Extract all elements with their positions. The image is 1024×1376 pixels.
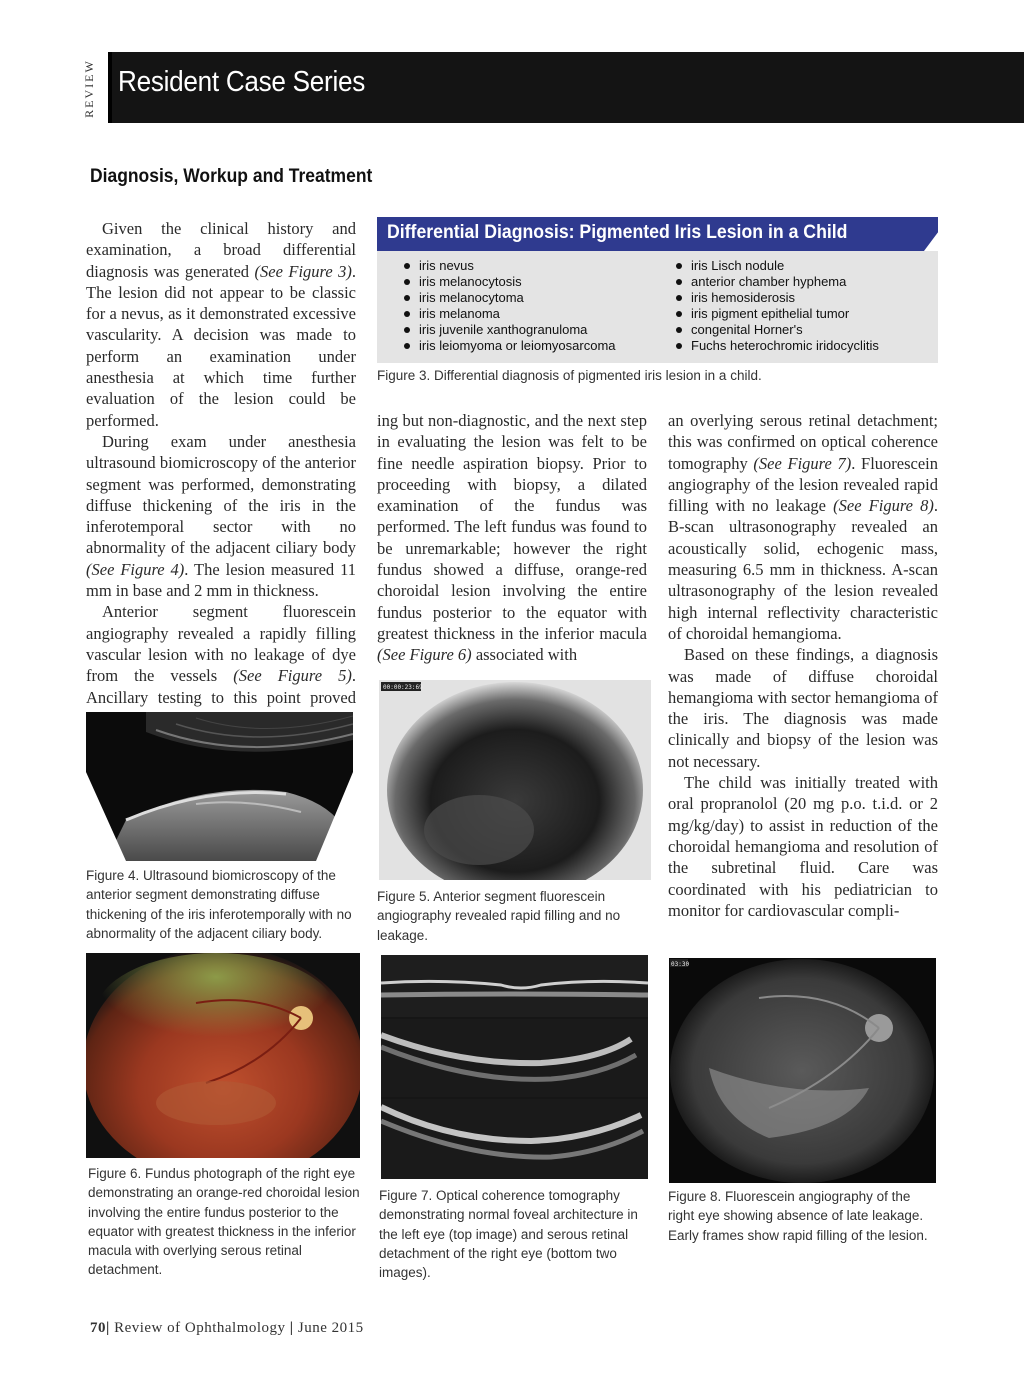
paragraph: Anterior segment fluorescein angiography revealed a rapidly filling vascular lesion with no leakage of dye from the vessels (See Figure 5). Ancillary testing to this point proved <box>86 602 356 707</box>
section-heading: Diagnosis, Workup and Treatment <box>90 166 373 187</box>
journal-name: Review of Ophthalmology <box>114 1320 286 1336</box>
figure-6-caption: Figure 6. Fundus photograph of the right eye demonstrating an orange-red choroidal lesion involving the entire fundus posterior to the equator with greatest thickness in the inferior macula with overlying serous retinal detachment. <box>88 1166 360 1278</box>
body-column-2 <box>377 410 647 666</box>
side-section-label <box>78 52 100 124</box>
paragraph: The child was initially treated with oral propranolol (20 mg p.o. t.i.d. or 2 mg/kg/day) to assist in reduction of the choroidal hemangioma and resolution of the subretinal fluid. Care was coordinated with his pediatrician to monitor for cardiovascular compli- <box>668 773 938 920</box>
side-section-label-text: REVIEW <box>81 58 96 118</box>
figure-8-angiography-image <box>669 958 936 1183</box>
ddx-list-right <box>675 258 879 354</box>
figure-reference: (See Figure 3) <box>254 261 352 281</box>
list-item: iris melanoma <box>403 306 616 322</box>
figure-7-caption: Figure 7. Optical coherence tomography demonstrating normal foveal architecture in the left eye (top image) and serous retinal detachment of the right eye (bottom two images). <box>379 1188 638 1281</box>
paragraph: an overlying serous retinal detachment; this was confirmed on optical coherence tomography (See Figure 7). Fluorescein angiography of the lesion revealed rapid filling with no leakage (See Figure 8). B-scan ultrasonography revealed an acoustically solid, echogenic mass, measuring 6.5 mm in thickness. A-scan ultrasonography of the lesion revealed high internal reflectivity characteristic of choroidal hemangioma. <box>668 411 939 643</box>
list-item: Fuchs heterochromic iridocyclitis <box>675 338 879 354</box>
figure-reference: (See Figure 4) <box>86 559 185 579</box>
paragraph: Given the clinical history and examination, a broad differential diagnosis was generated (See Figure 3). The lesion did not appear to be classic for a nevus, as it demonstrated excessive vascularity. A decision was made to perform an examination under anesthesia at which time further evaluation of the lesion could be performed. <box>86 219 356 430</box>
figure-reference: (See Figure 8) <box>833 496 934 516</box>
figure-3-caption: Figure 3. Differential diagnosis of pigmented iris lesion in a child. <box>377 368 762 383</box>
body-column-3 <box>668 410 938 921</box>
figure-8-timestamp: 03:30 <box>671 961 690 968</box>
figure-7-oct-image <box>381 955 648 1179</box>
figure-4-caption: Figure 4. Ultrasound biomicroscopy of the anterior segment demonstrating diffuse thickening of the iris inferotemporally with no abnormality of the adjacent ciliary body. <box>86 868 352 941</box>
list-item: iris Lisch nodule <box>675 258 879 274</box>
list-item: iris melanocytoma <box>403 290 616 306</box>
paragraph: ing but non-diagnostic, and the next step in evaluating the lesion was felt to be fine needle aspiration biopsy. Prior to proceeding with biopsy, a dilated examination of the fundus was performed. The left fundus was found to be unremarkable; however the right fundus showed a diffuse, orange-red choroidal lesion involving the entire fundus posterior to the equator with greatest thickness in the inferior macula (See Figure 6) associated with <box>377 411 647 665</box>
figure-8-caption: Figure 8. Fluorescein angiography of the right eye showing absence of late leakage. Early frames show rapid filling of the lesion. <box>668 1189 928 1243</box>
ddx-list-left <box>403 258 616 354</box>
figure-6-fundus-photo <box>86 953 360 1158</box>
figure-4-ultrasound-image <box>86 712 353 861</box>
page-number: 70 <box>90 1320 106 1336</box>
ddx-box-title: Differential Diagnosis: Pigmented Iris Lesion in a Child <box>387 222 848 243</box>
list-item: iris hemosiderosis <box>675 290 879 306</box>
list-item: iris nevus <box>403 258 616 274</box>
body-column-1 <box>86 218 356 729</box>
figure-reference: (See Figure 6) <box>377 645 472 665</box>
list-item: iris leiomyoma or leiomyosarcoma <box>403 338 616 354</box>
figure-reference: (See Figure 7) <box>753 453 852 473</box>
figure-5-caption: Figure 5. Anterior segment fluorescein angiography revealed rapid filling and no leakage. <box>377 889 621 943</box>
list-item: iris melanocytosis <box>403 274 616 290</box>
paragraph: Based on these findings, a diagnosis was made of diffuse choroidal hemangioma with sector hemangioma of the iris. The diagnosis was made clinically and biopsy of the lesion was not necessary. <box>668 645 938 771</box>
list-item: iris juvenile xanthogranuloma <box>403 322 616 338</box>
figure-reference: (See Figure 5) <box>233 666 352 686</box>
page-footer: 70| Review of Ophthalmology | June 2015 <box>90 1320 364 1336</box>
issue-date: June 2015 <box>297 1320 364 1336</box>
figure-5-angiography-image <box>379 680 651 880</box>
paragraph: During exam under anesthesia ultrasound biomicroscopy of the anterior segment was performed, demonstrating diffuse thickening of the iris in the inferotemporal sector with no abnormality of the adjacent ciliary body (See Figure 4). The lesion measured 11 mm in base and 2 mm in thickness. <box>86 431 356 601</box>
figure-5-timestamp: 00:00:23:69 <box>383 684 423 691</box>
list-item: iris pigment epithelial tumor <box>675 306 879 322</box>
list-item: anterior chamber hyphema <box>675 274 879 290</box>
page-header-title: Resident Case Series <box>118 66 366 98</box>
list-item: congenital Horner's <box>675 322 879 338</box>
